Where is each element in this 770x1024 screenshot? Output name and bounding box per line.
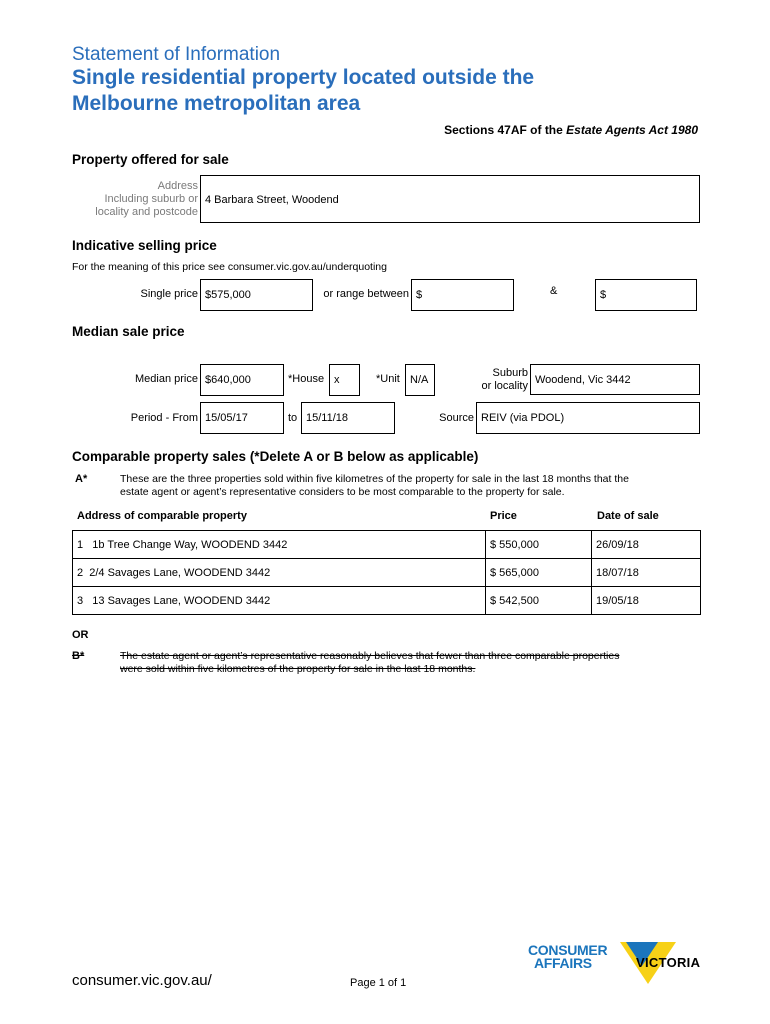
period-label: Period - From <box>130 412 198 424</box>
comparable-price-cell[interactable]: $ 542,500 <box>486 587 592 615</box>
footer-url: consumer.vic.gov.au/ <box>72 972 212 989</box>
property-heading: Property offered for sale <box>72 152 229 167</box>
suburb-label-line1: Suburb <box>492 367 528 379</box>
house-field[interactable]: x <box>329 364 360 396</box>
address-label-line2: Including suburb or <box>104 193 198 205</box>
unit-field[interactable]: N/A <box>405 364 435 396</box>
address-label <box>72 180 198 219</box>
consumer-affairs-victoria-logo <box>528 940 703 985</box>
option-b-text-line1: The estate agent or agent’s representative reasonably believes that fewer than three comparable properties <box>120 650 620 662</box>
option-a-text-line2: estate agent or agent’s representative considers to be most comparable to the property for sale. <box>120 486 565 498</box>
source-field[interactable]: REIV (via PDOL) <box>476 402 700 434</box>
suburb-field[interactable]: Woodend, Vic 3442 <box>530 364 700 395</box>
median-price-label: Median price <box>135 373 198 385</box>
table-row <box>73 531 701 559</box>
option-a-label: A* <box>75 473 88 485</box>
suburb-label <box>440 367 528 393</box>
address-label-line1: Address <box>157 180 198 192</box>
suburb-label-line2: or locality <box>481 380 528 392</box>
unit-label: *Unit <box>376 373 400 385</box>
column-header-address: Address of comparable property <box>77 510 247 522</box>
comparable-date-cell[interactable]: 19/05/18 <box>592 587 701 615</box>
row-number: 2 <box>77 566 84 579</box>
period-to-field[interactable]: 15/11/18 <box>301 402 395 434</box>
period-from-field[interactable]: 15/05/17 <box>200 402 284 434</box>
address-field[interactable]: 4 Barbara Street, Woodend <box>200 175 700 223</box>
range-label: or range between <box>323 288 409 300</box>
option-b-text-line2: were sold within five kilometres of the property for sale in the last 18 months. <box>120 663 476 675</box>
source-label: Source <box>439 412 474 424</box>
or-label: OR <box>72 629 89 641</box>
median-heading: Median sale price <box>72 324 185 339</box>
comparable-date-cell[interactable]: 18/07/18 <box>592 559 701 587</box>
period-to-label: to <box>288 412 298 424</box>
median-price-field[interactable]: $640,000 <box>200 364 284 396</box>
document-title-line1: Single residential property located outside the <box>72 66 535 89</box>
column-header-price: Price <box>490 510 517 522</box>
page-number: Page 1 of 1 <box>350 977 407 989</box>
sections-act: Estate Agents Act 1980 <box>566 123 698 137</box>
row-number: 1 <box>77 538 84 551</box>
indicative-heading: Indicative selling price <box>72 238 217 253</box>
table-row <box>73 587 701 615</box>
row-number: 3 <box>77 594 84 607</box>
table-row <box>73 559 701 587</box>
comparable-price-cell[interactable]: $ 550,000 <box>486 531 592 559</box>
range-ampersand: & <box>550 285 558 297</box>
sections-reference <box>444 123 698 137</box>
comparable-heading: Comparable property sales (*Delete A or B below as applicable) <box>72 449 479 464</box>
logo-word: VICTORIA <box>636 955 701 970</box>
option-b-label: B* <box>72 650 85 662</box>
comparable-address-cell[interactable] <box>73 559 486 587</box>
range-to-field[interactable]: $ <box>595 279 697 311</box>
address-label-line3: locality and postcode <box>95 206 198 218</box>
comparable-price-cell[interactable]: $ 565,000 <box>486 559 592 587</box>
row-address: 13 Savages Lane, WOODEND 3442 <box>92 594 271 607</box>
option-a-text-line1: These are the three properties sold within five kilometres of the property for sale in the last 18 months that the <box>120 473 629 485</box>
comparable-date-cell[interactable]: 26/09/18 <box>592 531 701 559</box>
logo-line1: CONSUMER <box>528 942 608 958</box>
column-header-date: Date of sale <box>597 510 659 522</box>
comparable-address-cell[interactable] <box>73 531 486 559</box>
range-from-field[interactable]: $ <box>411 279 514 311</box>
row-address: 2/4 Savages Lane, WOODEND 3442 <box>89 566 271 579</box>
comparable-table <box>72 530 701 615</box>
row-address: 1b Tree Change Way, WOODEND 3442 <box>92 538 288 551</box>
single-price-label: Single price <box>140 288 198 300</box>
indicative-note: For the meaning of this price see consumer.vic.gov.au/underquoting <box>72 261 387 273</box>
house-label: *House <box>288 373 325 385</box>
single-price-field[interactable]: $575,000 <box>200 279 313 311</box>
document-subtitle: Statement of Information <box>72 44 281 65</box>
comparable-address-cell[interactable] <box>73 587 486 615</box>
logo-line2: AFFAIRS <box>534 955 592 971</box>
sections-prefix: Sections 47AF of the <box>444 123 567 137</box>
document-title-line2: Melbourne metropolitan area <box>72 92 361 115</box>
